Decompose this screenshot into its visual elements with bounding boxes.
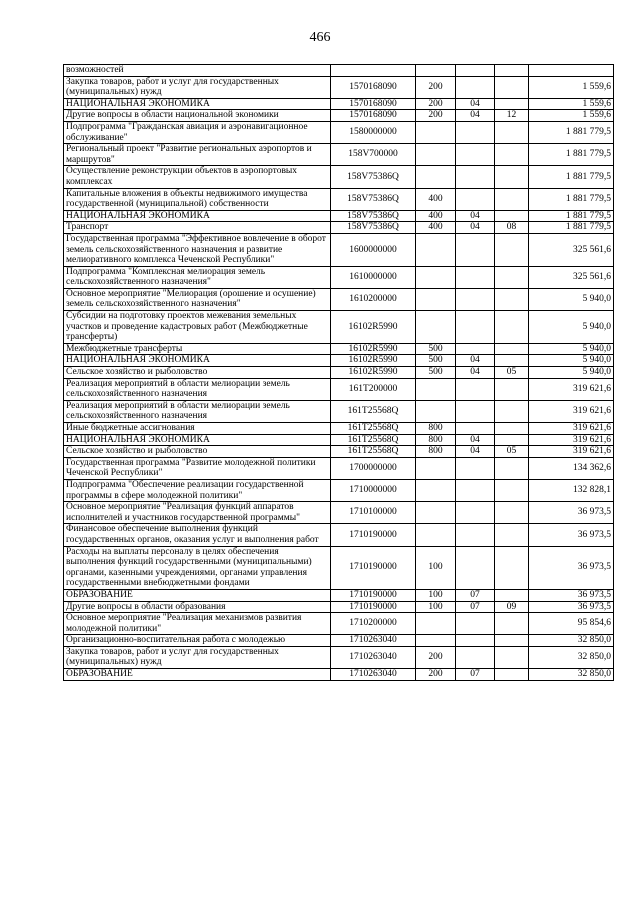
- row-section: 04: [456, 210, 495, 222]
- row-expense-type: 100: [416, 589, 456, 601]
- table-row: [64, 524, 614, 546]
- table-row: [64, 479, 614, 501]
- row-target-code: 1610200000: [331, 288, 416, 310]
- row-subsection: [495, 378, 529, 400]
- row-name: Подпрограмма "Гражданская авиация и аэронавигационное обслуживание": [64, 121, 331, 143]
- row-target-code: 16102R5990: [331, 367, 416, 379]
- row-amount: 132 828,1: [529, 479, 614, 501]
- row-subsection: [495, 524, 529, 546]
- row-section: [456, 288, 495, 310]
- row-expense-type: 200: [416, 110, 456, 122]
- table-row: [64, 98, 614, 110]
- row-name: Организационно-воспитательная работа с молодежью: [64, 635, 331, 647]
- row-expense-type: [416, 378, 456, 400]
- row-target-code: 158V75386Q: [331, 188, 416, 210]
- row-target-code: 1700000000: [331, 457, 416, 479]
- table-row: [64, 502, 614, 524]
- table-row: [64, 669, 614, 681]
- table-row: [64, 121, 614, 143]
- table-row: [64, 355, 614, 367]
- row-target-code: 161T200000: [331, 378, 416, 400]
- row-name: Транспорт: [64, 222, 331, 234]
- row-expense-type: [416, 288, 456, 310]
- row-subsection: [495, 311, 529, 344]
- row-expense-type: 800: [416, 423, 456, 435]
- row-name: Сельское хозяйство и рыболовство: [64, 446, 331, 458]
- page-number: 466: [309, 30, 331, 45]
- row-expense-type: 200: [416, 669, 456, 681]
- row-section: [456, 188, 495, 210]
- row-section: 04: [456, 110, 495, 122]
- row-section: 04: [456, 434, 495, 446]
- row-name: Межбюджетные трансферты: [64, 343, 331, 355]
- row-amount: 32 850,0: [529, 646, 614, 668]
- row-subsection: [495, 210, 529, 222]
- row-name: НАЦИОНАЛЬНАЯ ЭКОНОМИКА: [64, 98, 331, 110]
- row-expense-type: [416, 233, 456, 266]
- row-section: [456, 76, 495, 98]
- row-name: Основное мероприятие "Реализация функций аппаратов исполнителей и участников государственной программы": [64, 502, 331, 524]
- row-name: ОБРАЗОВАНИЕ: [64, 669, 331, 681]
- table-row: [64, 110, 614, 122]
- table-row: [64, 601, 614, 613]
- row-section: [456, 65, 495, 77]
- row-target-code: 16102R5990: [331, 343, 416, 355]
- row-amount: 1 881 779,5: [529, 210, 614, 222]
- row-subsection: 09: [495, 601, 529, 613]
- row-section: [456, 311, 495, 344]
- row-subsection: [495, 502, 529, 524]
- table-body: [64, 65, 614, 681]
- row-section: 07: [456, 589, 495, 601]
- row-expense-type: 800: [416, 434, 456, 446]
- row-target-code: 1570168090: [331, 98, 416, 110]
- row-section: [456, 457, 495, 479]
- row-amount: 36 973,5: [529, 601, 614, 613]
- row-section: [456, 524, 495, 546]
- row-subsection: [495, 669, 529, 681]
- row-target-code: 158V700000: [331, 144, 416, 166]
- row-subsection: [495, 355, 529, 367]
- table-row: [64, 546, 614, 589]
- row-subsection: 12: [495, 110, 529, 122]
- row-name: Расходы на выплаты персоналу в целях обеспечения выполнения функций государственными (муниципальными) органами, казенными учреждениями, органами управления государственными внебюджетными фондами: [64, 546, 331, 589]
- table-row: [64, 378, 614, 400]
- table-row: [64, 188, 614, 210]
- row-target-code: 1710200000: [331, 613, 416, 635]
- row-amount: 32 850,0: [529, 669, 614, 681]
- row-target-code: 16102R5990: [331, 311, 416, 344]
- row-name: Другие вопросы в области образования: [64, 601, 331, 613]
- row-amount: 5 940,0: [529, 367, 614, 379]
- row-subsection: [495, 144, 529, 166]
- row-expense-type: [416, 479, 456, 501]
- table-row: [64, 166, 614, 188]
- table-row: [64, 400, 614, 422]
- table-row: [64, 288, 614, 310]
- row-section: [456, 343, 495, 355]
- row-target-code: 1710263040: [331, 669, 416, 681]
- row-target-code: 1610000000: [331, 266, 416, 288]
- row-amount: 5 940,0: [529, 288, 614, 310]
- row-name: Государственная программа "Развитие молодежной политики Чеченской Республики": [64, 457, 331, 479]
- row-subsection: 08: [495, 222, 529, 234]
- row-subsection: [495, 400, 529, 422]
- row-name: Капитальные вложения в объекты недвижимого имущества государственной (муниципальной) собственности: [64, 188, 331, 210]
- row-section: [456, 233, 495, 266]
- row-amount: 36 973,5: [529, 546, 614, 589]
- table-row: [64, 367, 614, 379]
- row-subsection: [495, 343, 529, 355]
- table-row: [64, 76, 614, 98]
- row-expense-type: 800: [416, 446, 456, 458]
- row-section: 04: [456, 446, 495, 458]
- row-subsection: [495, 589, 529, 601]
- row-name: ОБРАЗОВАНИЕ: [64, 589, 331, 601]
- row-expense-type: [416, 311, 456, 344]
- row-amount: 319 621,6: [529, 434, 614, 446]
- table-row: [64, 434, 614, 446]
- row-name: Реализация мероприятий в области мелиорации земель сельскохозяйственного назначения: [64, 378, 331, 400]
- row-target-code: 1710263040: [331, 635, 416, 647]
- row-target-code: 1710190000: [331, 524, 416, 546]
- row-amount: 5 940,0: [529, 311, 614, 344]
- row-subsection: [495, 288, 529, 310]
- row-name: Основное мероприятие "Мелиорация (орошение и осушение) земель сельскохозяйственного назначения": [64, 288, 331, 310]
- table-row: [64, 266, 614, 288]
- row-subsection: 05: [495, 446, 529, 458]
- row-target-code: 158V75386Q: [331, 222, 416, 234]
- row-name: Субсидии на подготовку проектов межевания земельных участков и проведение кадастровых работ (Межбюджетные трансферты): [64, 311, 331, 344]
- row-name: Финансовое обеспечение выполнения функций государственных органов, оказания услуг и выполнения работ: [64, 524, 331, 546]
- row-target-code: 161T25568Q: [331, 423, 416, 435]
- row-subsection: [495, 233, 529, 266]
- row-amount: 36 973,5: [529, 524, 614, 546]
- row-target-code: 1570168090: [331, 110, 416, 122]
- row-target-code: 1710263040: [331, 646, 416, 668]
- row-name: Сельское хозяйство и рыболовство: [64, 367, 331, 379]
- row-expense-type: [416, 457, 456, 479]
- row-target-code: 158V75386Q: [331, 210, 416, 222]
- row-section: 04: [456, 355, 495, 367]
- table-row: [64, 233, 614, 266]
- row-section: [456, 400, 495, 422]
- row-name: Подпрограмма "Обеспечение реализации государственной программы в сфере молодежной политики": [64, 479, 331, 501]
- row-amount: 32 850,0: [529, 635, 614, 647]
- table-row: [64, 311, 614, 344]
- row-expense-type: 200: [416, 76, 456, 98]
- row-expense-type: 100: [416, 546, 456, 589]
- row-target-code: 161T25568Q: [331, 434, 416, 446]
- row-name: возможностей: [64, 65, 331, 77]
- row-target-code: [331, 65, 416, 77]
- row-expense-type: [416, 613, 456, 635]
- row-section: [456, 479, 495, 501]
- row-section: [456, 546, 495, 589]
- row-subsection: [495, 76, 529, 98]
- row-section: [456, 635, 495, 647]
- row-section: [456, 378, 495, 400]
- row-section: [456, 423, 495, 435]
- row-section: [456, 266, 495, 288]
- row-expense-type: [416, 524, 456, 546]
- row-section: 04: [456, 367, 495, 379]
- row-amount: 1 559,6: [529, 98, 614, 110]
- row-expense-type: [416, 65, 456, 77]
- row-subsection: [495, 546, 529, 589]
- row-expense-type: 400: [416, 188, 456, 210]
- row-expense-type: [416, 400, 456, 422]
- row-target-code: 161T25568Q: [331, 446, 416, 458]
- row-section: [456, 646, 495, 668]
- row-subsection: [495, 434, 529, 446]
- row-expense-type: [416, 166, 456, 188]
- row-section: 04: [456, 222, 495, 234]
- row-amount: 1 881 779,5: [529, 166, 614, 188]
- row-expense-type: 200: [416, 646, 456, 668]
- row-target-code: 16102R5990: [331, 355, 416, 367]
- row-section: 07: [456, 601, 495, 613]
- row-subsection: [495, 479, 529, 501]
- row-target-code: 1570168090: [331, 76, 416, 98]
- row-expense-type: 500: [416, 367, 456, 379]
- row-expense-type: 100: [416, 601, 456, 613]
- table-row: [64, 635, 614, 647]
- row-subsection: [495, 423, 529, 435]
- row-subsection: [495, 188, 529, 210]
- row-amount: 134 362,6: [529, 457, 614, 479]
- row-amount: 36 973,5: [529, 589, 614, 601]
- row-subsection: [495, 646, 529, 668]
- row-expense-type: [416, 502, 456, 524]
- table-row: [64, 222, 614, 234]
- row-amount: 1 559,6: [529, 110, 614, 122]
- row-amount: 1 881 779,5: [529, 121, 614, 143]
- row-name: НАЦИОНАЛЬНАЯ ЭКОНОМИКА: [64, 434, 331, 446]
- row-name: Подпрограмма "Комплексная мелиорация земель сельскохозяйственного назначения": [64, 266, 331, 288]
- row-name: Закупка товаров, работ и услуг для государственных (муниципальных) нужд: [64, 76, 331, 98]
- row-expense-type: 500: [416, 355, 456, 367]
- table-row: [64, 210, 614, 222]
- row-amount: 95 854,6: [529, 613, 614, 635]
- row-expense-type: 400: [416, 222, 456, 234]
- row-amount: 325 561,6: [529, 266, 614, 288]
- row-section: 04: [456, 98, 495, 110]
- row-amount: 319 621,6: [529, 400, 614, 422]
- row-expense-type: 200: [416, 98, 456, 110]
- row-target-code: 1710190000: [331, 601, 416, 613]
- row-subsection: [495, 266, 529, 288]
- row-name: НАЦИОНАЛЬНАЯ ЭКОНОМИКА: [64, 355, 331, 367]
- row-amount: 5 940,0: [529, 355, 614, 367]
- row-target-code: 161T25568Q: [331, 400, 416, 422]
- row-expense-type: [416, 635, 456, 647]
- row-subsection: 05: [495, 367, 529, 379]
- row-section: [456, 144, 495, 166]
- row-amount: 1 881 779,5: [529, 188, 614, 210]
- table-row: [64, 646, 614, 668]
- row-subsection: [495, 166, 529, 188]
- row-section: [456, 613, 495, 635]
- row-amount: [529, 65, 614, 77]
- row-name: Другие вопросы в области национальной экономики: [64, 110, 331, 122]
- row-amount: 319 621,6: [529, 378, 614, 400]
- row-name: НАЦИОНАЛЬНАЯ ЭКОНОМИКА: [64, 210, 331, 222]
- table-row: [64, 457, 614, 479]
- row-target-code: 1580000000: [331, 121, 416, 143]
- row-subsection: [495, 635, 529, 647]
- row-amount: 5 940,0: [529, 343, 614, 355]
- row-section: 07: [456, 669, 495, 681]
- row-amount: 1 881 779,5: [529, 144, 614, 166]
- row-section: [456, 502, 495, 524]
- row-amount: 1 559,6: [529, 76, 614, 98]
- row-subsection: [495, 121, 529, 143]
- row-name: Основное мероприятие "Реализация механизмов развития молодежной политики": [64, 613, 331, 635]
- row-target-code: 158V75386Q: [331, 166, 416, 188]
- table-row: [64, 65, 614, 77]
- row-section: [456, 121, 495, 143]
- row-expense-type: [416, 266, 456, 288]
- row-subsection: [495, 65, 529, 77]
- row-name: Реализация мероприятий в области мелиорации земель сельскохозяйственного назначения: [64, 400, 331, 422]
- row-expense-type: 500: [416, 343, 456, 355]
- row-amount: 1 881 779,5: [529, 222, 614, 234]
- table-row: [64, 343, 614, 355]
- row-subsection: [495, 457, 529, 479]
- row-target-code: 1600000000: [331, 233, 416, 266]
- row-amount: 319 621,6: [529, 423, 614, 435]
- row-target-code: 1710190000: [331, 589, 416, 601]
- row-target-code: 1710100000: [331, 502, 416, 524]
- row-name: Региональный проект "Развитие региональных аэропортов и маршрутов": [64, 144, 331, 166]
- row-subsection: [495, 613, 529, 635]
- row-amount: 325 561,6: [529, 233, 614, 266]
- row-expense-type: [416, 121, 456, 143]
- row-name: Осуществление реконструкции объектов в аэропортовых комплексах: [64, 166, 331, 188]
- row-expense-type: [416, 144, 456, 166]
- row-name: Закупка товаров, работ и услуг для государственных (муниципальных) нужд: [64, 646, 331, 668]
- row-subsection: [495, 98, 529, 110]
- row-amount: 319 621,6: [529, 446, 614, 458]
- row-target-code: 1710000000: [331, 479, 416, 501]
- budget-table: [63, 64, 614, 681]
- table-row: [64, 589, 614, 601]
- table-row: [64, 613, 614, 635]
- row-name: Государственная программа "Эффективное вовлечение в оборот земель сельскохозяйственного назначения и развитие мелиоративного комплекса Чеченской Республики": [64, 233, 331, 266]
- table-row: [64, 144, 614, 166]
- row-section: [456, 166, 495, 188]
- row-target-code: 1710190000: [331, 546, 416, 589]
- row-expense-type: 400: [416, 210, 456, 222]
- row-amount: 36 973,5: [529, 502, 614, 524]
- table-row: [64, 446, 614, 458]
- row-name: Иные бюджетные ассигнования: [64, 423, 331, 435]
- table-row: [64, 423, 614, 435]
